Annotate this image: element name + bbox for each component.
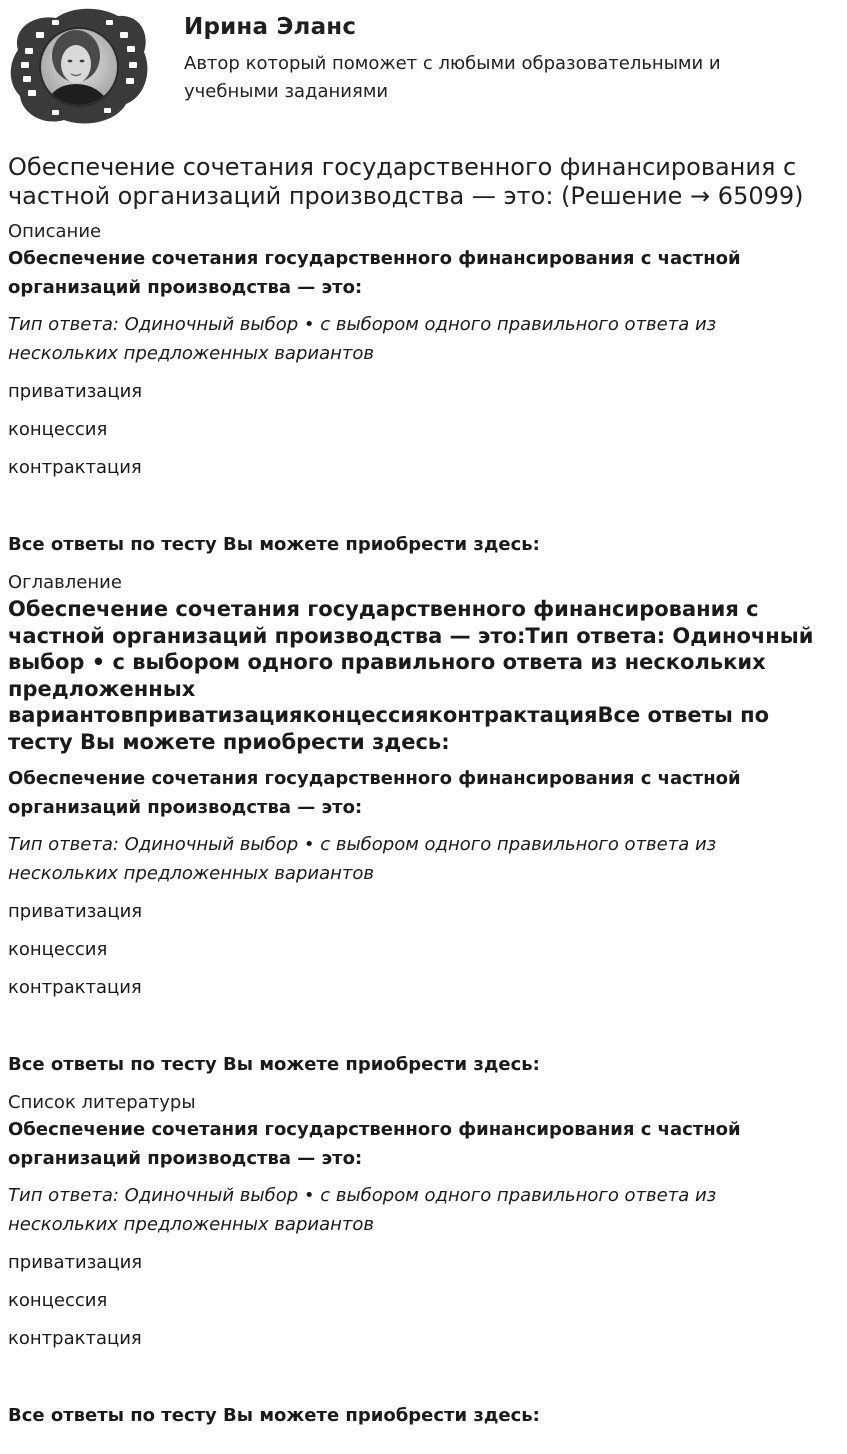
question-text: Обеспечение сочетания государственного финансирования с частной организаций производства — это: <box>8 768 741 818</box>
question-text: Обеспечение сочетания государственного финансирования с частной организаций производства — это: <box>8 248 741 298</box>
author-avatar <box>8 8 150 126</box>
answer-type: Тип ответа: Одиночный выбор • с выбором одного правильного ответа из нескольких предложенных вариантов <box>8 314 717 364</box>
answer-option: приватизация <box>8 901 143 922</box>
answer-option: приватизация <box>8 381 143 402</box>
answer-option: концессия <box>8 419 108 440</box>
buy-answers-text: Все ответы по тесту Вы можете приобрести здесь: <box>8 1405 540 1426</box>
answer-option: контрактация <box>8 457 142 478</box>
description-section <box>8 220 839 557</box>
answer-option: приватизация <box>8 1252 143 1273</box>
toc-section <box>8 571 839 1077</box>
section-label-toc: Оглавление <box>8 572 122 593</box>
page-title: Обеспечение сочетания государственного финансирования с частной организаций производства — это: (Решение → 65099) <box>8 153 804 210</box>
buy-answers-text: Все ответы по тесту Вы можете приобрести здесь: <box>8 534 540 555</box>
answer-option: контрактация <box>8 1328 142 1349</box>
section-label-literature: Список литературы <box>8 1092 196 1113</box>
author-tagline: Автор который поможет с любыми образовательными и учебными заданиями <box>184 53 721 102</box>
answer-option: концессия <box>8 1290 108 1311</box>
toc-heading: Обеспечение сочетания государственного финансирования с частной организаций производства — это:Тип ответа: Одиночный выбор • с выбором одного правильного ответа из нескольких предложенных вариантовприватизацияконцессияконтрактацияВсе ответы по тесту Вы можете приобрести здесь: <box>8 597 814 754</box>
author-name[interactable]: Ирина Эланс <box>184 14 357 40</box>
buy-answers-text: Все ответы по тесту Вы можете приобрести здесь: <box>8 1054 540 1075</box>
author-photo-in-film-frame-icon <box>8 8 150 126</box>
author-info <box>184 8 784 106</box>
answer-type: Тип ответа: Одиночный выбор • с выбором одного правильного ответа из нескольких предложенных вариантов <box>8 1185 717 1235</box>
literature-section <box>8 1091 839 1428</box>
answer-option: контрактация <box>8 977 142 998</box>
answer-type: Тип ответа: Одиночный выбор • с выбором одного правильного ответа из нескольких предложенных вариантов <box>8 834 717 884</box>
author-header <box>8 8 839 135</box>
section-label-description: Описание <box>8 221 102 242</box>
answer-option: концессия <box>8 939 108 960</box>
question-text: Обеспечение сочетания государственного финансирования с частной организаций производства — это: <box>8 1119 741 1169</box>
